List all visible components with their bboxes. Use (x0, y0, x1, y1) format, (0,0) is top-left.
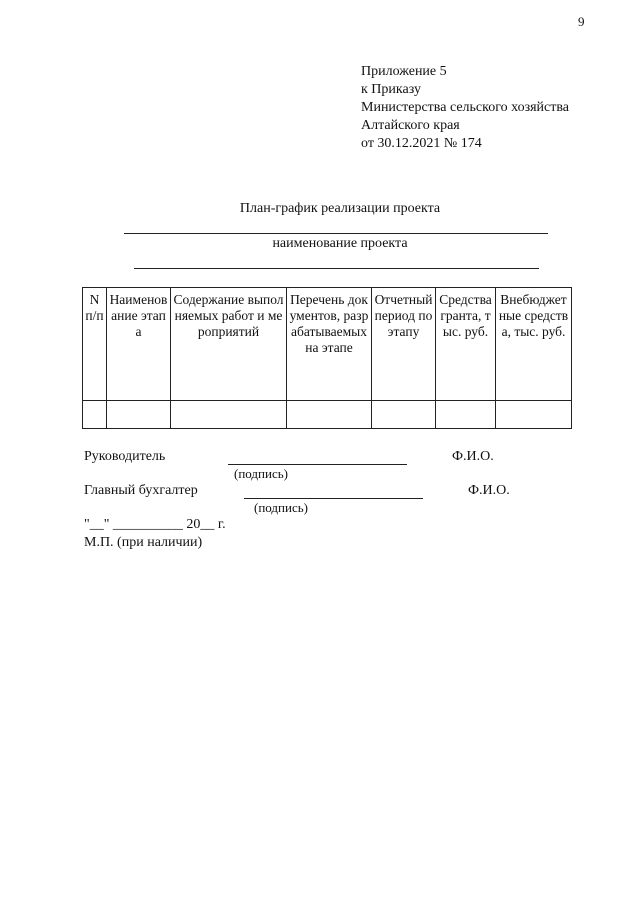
accountant-label: Главный бухгалтер (84, 483, 198, 498)
header-stage-name: Наименование этапа (107, 288, 171, 401)
annex-line: от 30.12.2021 № 174 (361, 136, 482, 151)
head-signature-caption: (подпись) (234, 466, 288, 481)
annex-line: Министерства сельского хозяйства (361, 100, 570, 115)
table-cell[interactable] (436, 401, 496, 429)
project-name-line (124, 233, 548, 234)
header-report-period: Отчетный период по этапу (372, 288, 436, 401)
accountant-signature-caption: (подпись) (254, 500, 308, 515)
accountant-signature-line[interactable] (244, 498, 423, 499)
table-header-row (83, 288, 572, 401)
annex-line: Алтайского края (361, 118, 460, 133)
head-fio: Ф.И.О. (452, 449, 494, 464)
document-title: План-график реализации проекта (239, 201, 441, 216)
table-cell[interactable] (287, 401, 372, 429)
accountant-fio: Ф.И.О. (468, 483, 510, 498)
page-number: 9 (578, 14, 585, 29)
annex-line: к Приказу (361, 82, 421, 97)
annex-line: Приложение 5 (361, 64, 447, 79)
table-cell[interactable] (171, 401, 287, 429)
head-signature-line[interactable] (228, 464, 407, 465)
table-cell[interactable] (83, 401, 107, 429)
header-extrabudget-funds: Внебюджетные средства, тыс. руб. (496, 288, 572, 401)
divider-line (134, 268, 539, 269)
plan-table (82, 287, 572, 429)
stamp-note: М.П. (при наличии) (84, 535, 203, 550)
header-grant-funds: Средства гранта, тыс. руб. (436, 288, 496, 401)
project-name-caption: наименование проекта (272, 236, 408, 251)
table-row (83, 401, 572, 429)
annex-block (361, 63, 569, 153)
date-line[interactable]: "__" __________ 20__ г. (84, 517, 226, 532)
header-number: N п/п (83, 288, 107, 401)
table-cell[interactable] (496, 401, 572, 429)
header-work-content: Содержание выполняемых работ и мероприятий (171, 288, 287, 401)
table-cell[interactable] (107, 401, 171, 429)
header-documents: Перечень документов, разрабатываемых на этапе (287, 288, 372, 401)
table-cell[interactable] (372, 401, 436, 429)
head-label: Руководитель (84, 449, 166, 464)
